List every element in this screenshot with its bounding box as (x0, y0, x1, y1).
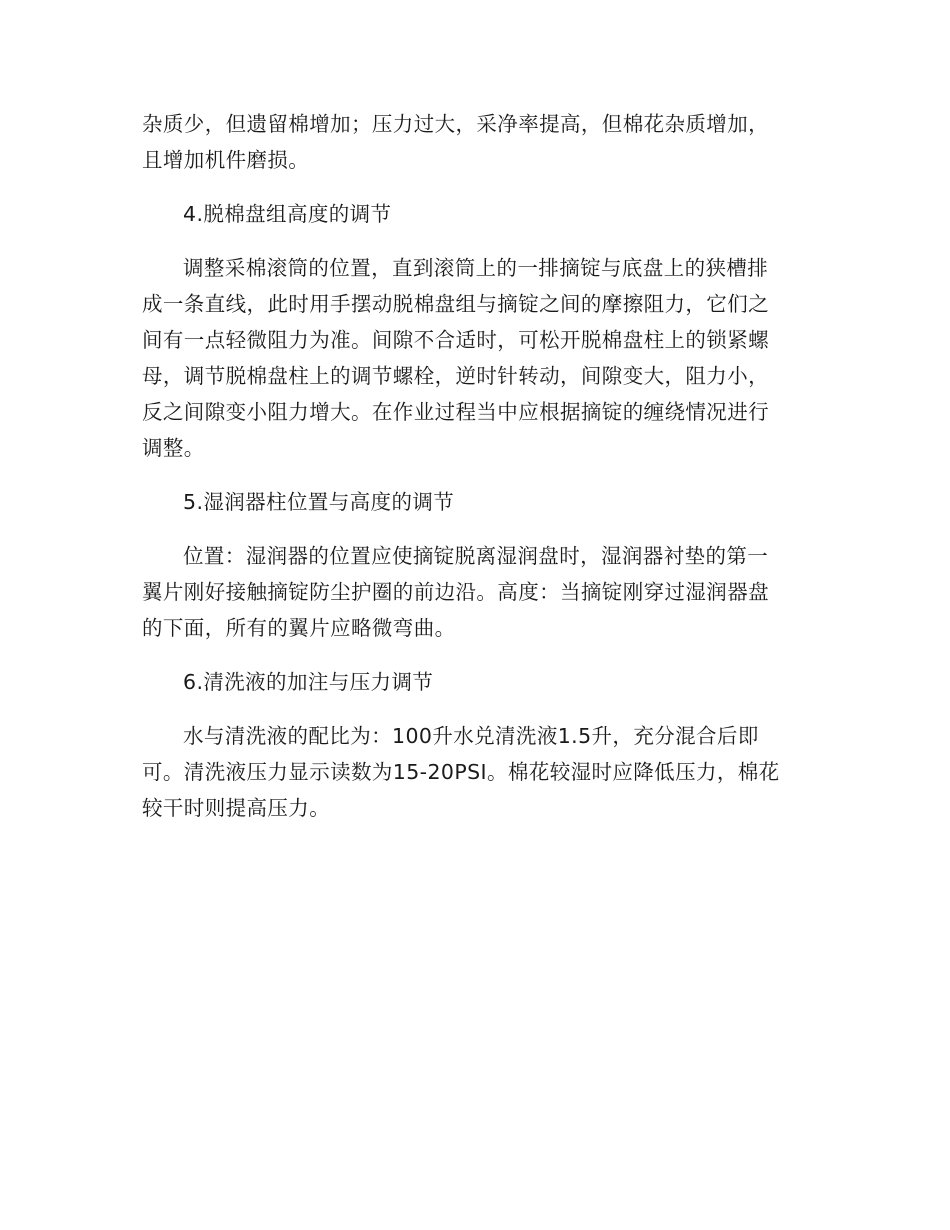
paragraph-intro-tail (142, 106, 804, 178)
paragraph-section-5 (142, 538, 804, 646)
text-line: 杂质少，但遗留棉增加；压力过大，采净率提高，但棉花杂质增加， (142, 112, 769, 136)
section-heading-5: 5.湿润器柱位置与高度的调节 (183, 490, 455, 514)
section-heading-4: 4.脱棉盘组高度的调节 (183, 202, 392, 226)
paragraph-section-6 (142, 718, 804, 826)
text-line: 且增加机件磨损。 (142, 148, 310, 172)
text-line: 调整。 (142, 436, 205, 460)
document-page (142, 106, 804, 826)
section-heading-6: 6.清洗液的加注与压力调节 (183, 670, 434, 694)
text-line: 位置：湿润器的位置应使摘锭脱离湿润盘时，湿润器衬垫的第一 (183, 544, 769, 568)
text-line: 调整采棉滚筒的位置，直到滚筒上的一排摘锭与底盘上的狭槽排 (183, 256, 769, 280)
text-line: 可。清洗液压力显示读数为15-20PSI。棉花较湿时应降低压力，棉花 (142, 760, 780, 784)
paragraph-section-4 (142, 250, 804, 466)
text-line: 母，调节脱棉盘柱上的调节螺栓，逆时针转动，间隙变大，阻力小， (142, 364, 769, 388)
text-line: 成一条直线，此时用手摆动脱棉盘组与摘锭之间的摩擦阻力，它们之 (142, 292, 769, 316)
text-line: 较干时则提高压力。 (142, 796, 331, 820)
text-line: 水与清洗液的配比为：100升水兑清洗液1.5升，充分混合后即 (183, 724, 759, 748)
text-line: 间有一点轻微阻力为准。间隙不合适时，可松开脱棉盘柱上的锁紧螺 (142, 328, 769, 352)
text-line: 翼片刚好接触摘锭防尘护圈的前边沿。高度：当摘锭刚穿过湿润器盘 (142, 580, 769, 604)
text-line: 的下面，所有的翼片应略微弯曲。 (142, 616, 456, 640)
text-line: 反之间隙变小阻力增大。在作业过程当中应根据摘锭的缠绕情况进行 (142, 400, 769, 424)
